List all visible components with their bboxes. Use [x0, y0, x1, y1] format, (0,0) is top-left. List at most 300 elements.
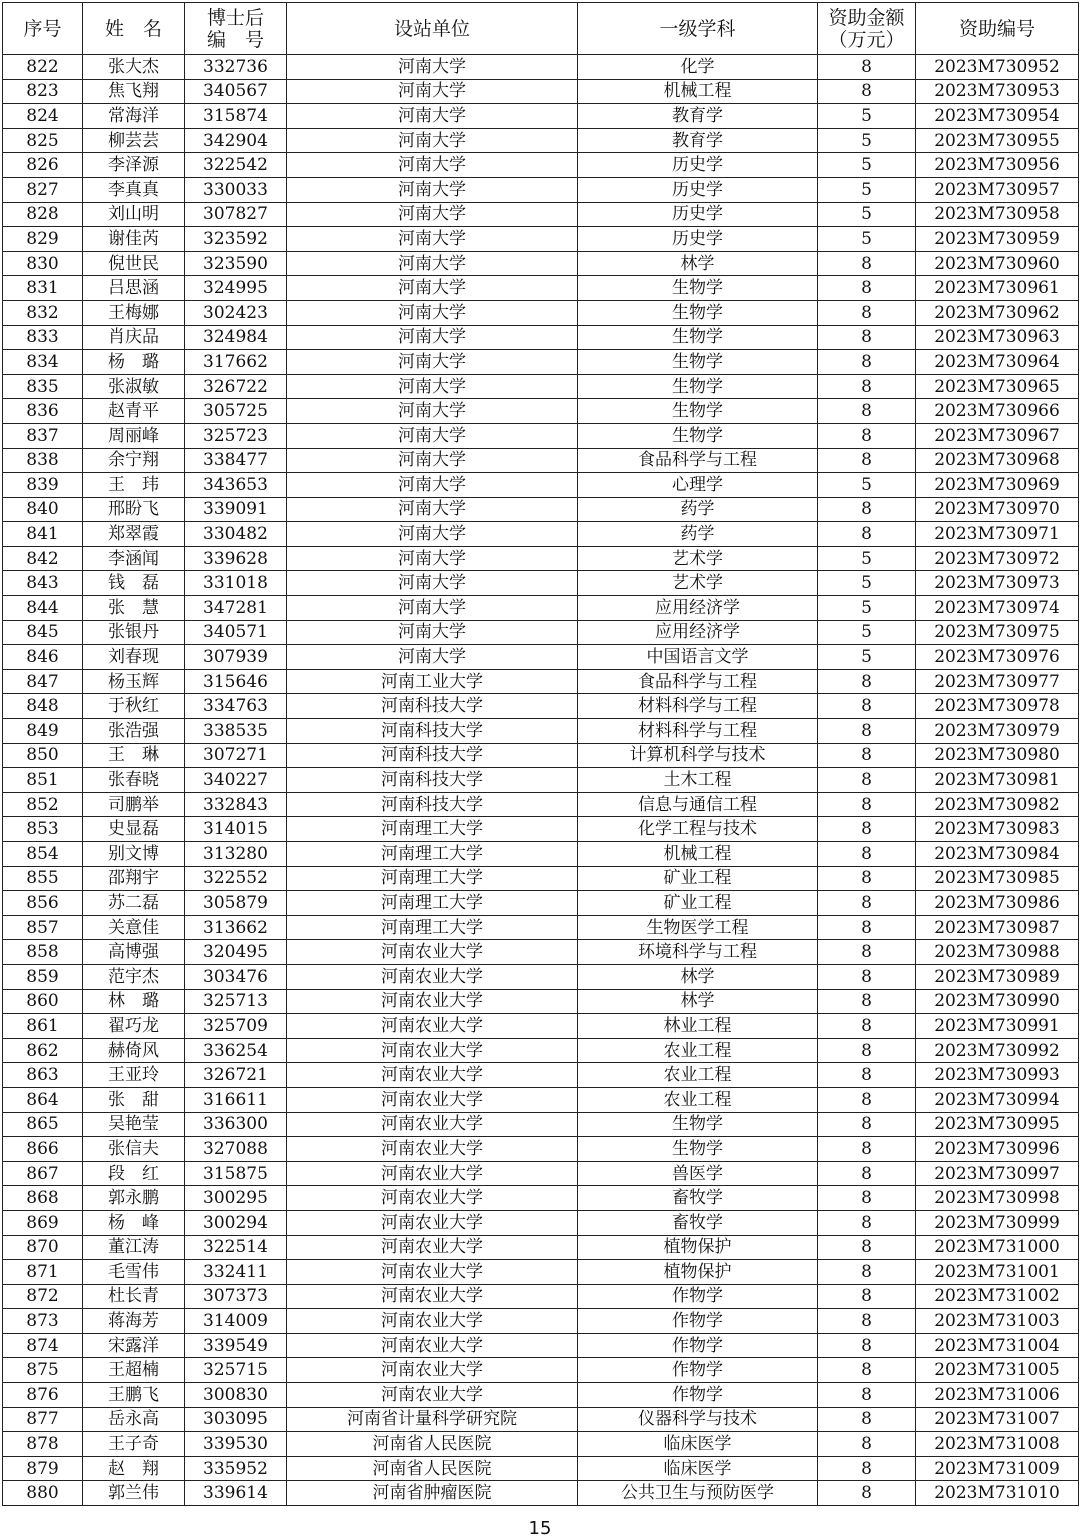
- amount-cell: 8: [818, 1456, 916, 1481]
- postdoc-id-cell: 305879: [185, 891, 287, 916]
- amount-cell: 8: [818, 669, 916, 694]
- postdoc-id-cell: 314015: [185, 817, 287, 842]
- table-row: [3, 768, 1079, 793]
- amount-cell: 5: [818, 202, 916, 227]
- seq-cell: 844: [3, 596, 83, 621]
- seq-cell: 830: [3, 251, 83, 276]
- amount-cell: 8: [818, 1186, 916, 1211]
- grant-number-cell: 2023M730955: [916, 128, 1079, 153]
- postdoc-id-cell: 307373: [185, 1284, 287, 1309]
- grant-number-cell: 2023M730960: [916, 251, 1079, 276]
- header-unit: 设站单位: [287, 3, 578, 55]
- subject-cell: 艺术学: [578, 571, 818, 596]
- subject-cell: 食品科学与工程: [578, 448, 818, 473]
- seq-cell: 847: [3, 669, 83, 694]
- amount-cell: 5: [818, 546, 916, 571]
- grant-number-cell: 2023M730992: [916, 1038, 1079, 1063]
- name-cell: 王亚玲: [83, 1063, 185, 1088]
- subject-cell: 历史学: [578, 153, 818, 178]
- postdoc-id-cell: 300294: [185, 1210, 287, 1235]
- grant-number-cell: 2023M730983: [916, 817, 1079, 842]
- grant-number-cell: 2023M730965: [916, 374, 1079, 399]
- postdoc-id-cell: 313280: [185, 842, 287, 867]
- seq-cell: 840: [3, 497, 83, 522]
- grant-number-cell: 2023M731003: [916, 1309, 1079, 1334]
- postdoc-id-cell: 339549: [185, 1333, 287, 1358]
- seq-cell: 842: [3, 546, 83, 571]
- seq-cell: 877: [3, 1407, 83, 1432]
- seq-cell: 878: [3, 1432, 83, 1457]
- seq-cell: 826: [3, 153, 83, 178]
- grant-number-cell: 2023M730967: [916, 423, 1079, 448]
- grant-number-cell: 2023M730990: [916, 989, 1079, 1014]
- amount-cell: 8: [818, 792, 916, 817]
- name-cell: 毛雪伟: [83, 1260, 185, 1285]
- table-row: [3, 620, 1079, 645]
- table-row: [3, 1358, 1079, 1383]
- grant-number-cell: 2023M730954: [916, 104, 1079, 129]
- postdoc-id-cell: 314009: [185, 1309, 287, 1334]
- unit-cell: 河南农业大学: [287, 1161, 578, 1186]
- subject-cell: 土木工程: [578, 768, 818, 793]
- grant-number-cell: 2023M730952: [916, 55, 1079, 80]
- subject-cell: 林学: [578, 251, 818, 276]
- unit-cell: 河南大学: [287, 546, 578, 571]
- table-row: [3, 792, 1079, 817]
- subject-cell: 畜牧学: [578, 1210, 818, 1235]
- name-cell: 柳芸芸: [83, 128, 185, 153]
- amount-cell: 8: [818, 1358, 916, 1383]
- seq-cell: 866: [3, 1137, 83, 1162]
- unit-cell: 河南农业大学: [287, 964, 578, 989]
- unit-cell: 河南大学: [287, 104, 578, 129]
- unit-cell: 河南大学: [287, 399, 578, 424]
- postdoc-id-cell: 313662: [185, 915, 287, 940]
- subject-cell: 林学: [578, 964, 818, 989]
- seq-cell: 837: [3, 423, 83, 448]
- name-cell: 焦飞翔: [83, 79, 185, 104]
- header-seq: 序号: [3, 3, 83, 55]
- postdoc-id-cell: 336300: [185, 1112, 287, 1137]
- table-row: [3, 842, 1079, 867]
- unit-cell: 河南工业大学: [287, 669, 578, 694]
- amount-cell: 8: [818, 374, 916, 399]
- postdoc-id-cell: 331018: [185, 571, 287, 596]
- postdoc-id-cell: 347281: [185, 596, 287, 621]
- postdoc-id-cell: 334763: [185, 694, 287, 719]
- postdoc-id-cell: 332843: [185, 792, 287, 817]
- unit-cell: 河南大学: [287, 473, 578, 498]
- seq-cell: 865: [3, 1112, 83, 1137]
- postdoc-id-cell: 338477: [185, 448, 287, 473]
- seq-cell: 851: [3, 768, 83, 793]
- name-cell: 李泽源: [83, 153, 185, 178]
- postdoc-id-cell: 338535: [185, 719, 287, 744]
- name-cell: 王 玮: [83, 473, 185, 498]
- table-row: [3, 1284, 1079, 1309]
- name-cell: 杨 峰: [83, 1210, 185, 1235]
- grant-number-cell: 2023M731005: [916, 1358, 1079, 1383]
- grant-number-cell: 2023M730963: [916, 325, 1079, 350]
- grant-number-cell: 2023M731010: [916, 1481, 1079, 1506]
- grant-number-cell: 2023M730973: [916, 571, 1079, 596]
- grant-number-cell: 2023M730995: [916, 1112, 1079, 1137]
- postdoc-id-cell: 307939: [185, 645, 287, 670]
- amount-cell: 8: [818, 79, 916, 104]
- table-row: [3, 399, 1079, 424]
- unit-cell: 河南农业大学: [287, 1087, 578, 1112]
- name-cell: 别文博: [83, 842, 185, 867]
- amount-cell: 8: [818, 325, 916, 350]
- name-cell: 段 红: [83, 1161, 185, 1186]
- unit-cell: 河南大学: [287, 251, 578, 276]
- table-row: [3, 915, 1079, 940]
- unit-cell: 河南理工大学: [287, 891, 578, 916]
- unit-cell: 河南农业大学: [287, 1260, 578, 1285]
- header-amount-line2: （万元）: [828, 28, 905, 51]
- table-row: [3, 374, 1079, 399]
- seq-cell: 855: [3, 866, 83, 891]
- postdoc-id-cell: 305725: [185, 399, 287, 424]
- unit-cell: 河南农业大学: [287, 940, 578, 965]
- subject-cell: 植物保护: [578, 1235, 818, 1260]
- table-row: [3, 79, 1079, 104]
- subject-cell: 心理学: [578, 473, 818, 498]
- postdoc-id-cell: 322514: [185, 1235, 287, 1260]
- header-postdoc-id: [185, 3, 287, 55]
- subject-cell: 生物学: [578, 300, 818, 325]
- unit-cell: 河南农业大学: [287, 1014, 578, 1039]
- subject-cell: 兽医学: [578, 1161, 818, 1186]
- grant-number-cell: 2023M730972: [916, 546, 1079, 571]
- table-row: [3, 1186, 1079, 1211]
- amount-cell: 8: [818, 694, 916, 719]
- unit-cell: 河南大学: [287, 177, 578, 202]
- name-cell: 肖庆品: [83, 325, 185, 350]
- unit-cell: 河南农业大学: [287, 1063, 578, 1088]
- subject-cell: 作物学: [578, 1383, 818, 1408]
- unit-cell: 河南大学: [287, 596, 578, 621]
- grant-number-cell: 2023M730997: [916, 1161, 1079, 1186]
- postdoc-id-cell: 307271: [185, 743, 287, 768]
- table-header: [3, 3, 1079, 55]
- subject-cell: 矿业工程: [578, 891, 818, 916]
- seq-cell: 864: [3, 1087, 83, 1112]
- amount-cell: 8: [818, 940, 916, 965]
- postdoc-id-cell: 324995: [185, 276, 287, 301]
- table-row: [3, 1063, 1079, 1088]
- name-cell: 杨 璐: [83, 350, 185, 375]
- unit-cell: 河南农业大学: [287, 1333, 578, 1358]
- amount-cell: 5: [818, 645, 916, 670]
- name-cell: 司鹏举: [83, 792, 185, 817]
- unit-cell: 河南农业大学: [287, 1210, 578, 1235]
- amount-cell: 8: [818, 1161, 916, 1186]
- name-cell: 刘春现: [83, 645, 185, 670]
- seq-cell: 832: [3, 300, 83, 325]
- name-cell: 王 琳: [83, 743, 185, 768]
- grant-number-cell: 2023M730969: [916, 473, 1079, 498]
- grant-number-cell: 2023M730998: [916, 1186, 1079, 1211]
- amount-cell: 8: [818, 497, 916, 522]
- table-row: [3, 522, 1079, 547]
- subject-cell: 历史学: [578, 177, 818, 202]
- postdoc-id-cell: 323590: [185, 251, 287, 276]
- table-row: [3, 645, 1079, 670]
- amount-cell: 8: [818, 276, 916, 301]
- subject-cell: 作物学: [578, 1333, 818, 1358]
- document-page: [2, 2, 1078, 1506]
- postdoc-id-cell: 317662: [185, 350, 287, 375]
- grant-number-cell: 2023M730970: [916, 497, 1079, 522]
- table-row: [3, 1038, 1079, 1063]
- unit-cell: 河南理工大学: [287, 866, 578, 891]
- table-row: [3, 743, 1079, 768]
- unit-cell: 河南科技大学: [287, 743, 578, 768]
- postdoc-id-cell: 322552: [185, 866, 287, 891]
- amount-cell: 8: [818, 817, 916, 842]
- subject-cell: 生物医学工程: [578, 915, 818, 940]
- postdoc-id-cell: 340567: [185, 79, 287, 104]
- subject-cell: 公共卫生与预防医学: [578, 1481, 818, 1506]
- unit-cell: 河南农业大学: [287, 1383, 578, 1408]
- grant-number-cell: 2023M730978: [916, 694, 1079, 719]
- subject-cell: 农业工程: [578, 1087, 818, 1112]
- postdoc-id-cell: 322542: [185, 153, 287, 178]
- table-row: [3, 177, 1079, 202]
- subject-cell: 应用经济学: [578, 620, 818, 645]
- grant-number-cell: 2023M730971: [916, 522, 1079, 547]
- subject-cell: 药学: [578, 522, 818, 547]
- postdoc-id-cell: 300295: [185, 1186, 287, 1211]
- name-cell: 张浩强: [83, 719, 185, 744]
- subject-cell: 生物学: [578, 1112, 818, 1137]
- name-cell: 张 慧: [83, 596, 185, 621]
- unit-cell: 河南省人民医院: [287, 1456, 578, 1481]
- table-row: [3, 866, 1079, 891]
- name-cell: 郭永鹏: [83, 1186, 185, 1211]
- subject-cell: 历史学: [578, 202, 818, 227]
- name-cell: 赫倚风: [83, 1038, 185, 1063]
- name-cell: 关意佳: [83, 915, 185, 940]
- postdoc-id-cell: 303476: [185, 964, 287, 989]
- subject-cell: 生物学: [578, 325, 818, 350]
- unit-cell: 河南大学: [287, 423, 578, 448]
- seq-cell: 846: [3, 645, 83, 670]
- postdoc-id-cell: 325715: [185, 1358, 287, 1383]
- funding-table: [2, 2, 1079, 1506]
- name-cell: 钱 磊: [83, 571, 185, 596]
- unit-cell: 河南大学: [287, 227, 578, 252]
- name-cell: 邢盼飞: [83, 497, 185, 522]
- amount-cell: 8: [818, 1112, 916, 1137]
- amount-cell: 8: [818, 1260, 916, 1285]
- unit-cell: 河南农业大学: [287, 1309, 578, 1334]
- seq-cell: 867: [3, 1161, 83, 1186]
- subject-cell: 畜牧学: [578, 1186, 818, 1211]
- table-row: [3, 669, 1079, 694]
- subject-cell: 农业工程: [578, 1063, 818, 1088]
- amount-cell: 8: [818, 251, 916, 276]
- subject-cell: 作物学: [578, 1309, 818, 1334]
- seq-cell: 858: [3, 940, 83, 965]
- seq-cell: 843: [3, 571, 83, 596]
- amount-cell: 5: [818, 128, 916, 153]
- seq-cell: 845: [3, 620, 83, 645]
- name-cell: 余宁翔: [83, 448, 185, 473]
- table-row: [3, 1235, 1079, 1260]
- table-row: [3, 251, 1079, 276]
- subject-cell: 作物学: [578, 1284, 818, 1309]
- seq-cell: 831: [3, 276, 83, 301]
- name-cell: 张大杰: [83, 55, 185, 80]
- unit-cell: 河南省肿瘤医院: [287, 1481, 578, 1506]
- unit-cell: 河南农业大学: [287, 1235, 578, 1260]
- grant-number-cell: 2023M730987: [916, 915, 1079, 940]
- subject-cell: 生物学: [578, 1137, 818, 1162]
- name-cell: 杜长青: [83, 1284, 185, 1309]
- subject-cell: 机械工程: [578, 842, 818, 867]
- table-row: [3, 989, 1079, 1014]
- seq-cell: 849: [3, 719, 83, 744]
- amount-cell: 8: [818, 1333, 916, 1358]
- amount-cell: 5: [818, 596, 916, 621]
- table-row: [3, 1383, 1079, 1408]
- grant-number-cell: 2023M730974: [916, 596, 1079, 621]
- unit-cell: 河南大学: [287, 497, 578, 522]
- grant-number-cell: 2023M730958: [916, 202, 1079, 227]
- name-cell: 董江涛: [83, 1235, 185, 1260]
- name-cell: 吕思涵: [83, 276, 185, 301]
- name-cell: 范宇杰: [83, 964, 185, 989]
- postdoc-id-cell: 335952: [185, 1456, 287, 1481]
- header-name: 姓 名: [83, 3, 185, 55]
- postdoc-id-cell: 343653: [185, 473, 287, 498]
- table-row: [3, 891, 1079, 916]
- unit-cell: 河南大学: [287, 128, 578, 153]
- unit-cell: 河南省计量科学研究院: [287, 1407, 578, 1432]
- grant-number-cell: 2023M730964: [916, 350, 1079, 375]
- amount-cell: 5: [818, 104, 916, 129]
- postdoc-id-cell: 315874: [185, 104, 287, 129]
- name-cell: 周丽峰: [83, 423, 185, 448]
- unit-cell: 河南大学: [287, 79, 578, 104]
- subject-cell: 材料科学与工程: [578, 719, 818, 744]
- seq-cell: 876: [3, 1383, 83, 1408]
- amount-cell: 8: [818, 448, 916, 473]
- table-row: [3, 1432, 1079, 1457]
- seq-cell: 829: [3, 227, 83, 252]
- postdoc-id-cell: 330033: [185, 177, 287, 202]
- seq-cell: 850: [3, 743, 83, 768]
- subject-cell: 作物学: [578, 1358, 818, 1383]
- amount-cell: 8: [818, 768, 916, 793]
- postdoc-id-cell: 332736: [185, 55, 287, 80]
- seq-cell: 861: [3, 1014, 83, 1039]
- amount-cell: 8: [818, 55, 916, 80]
- grant-number-cell: 2023M730994: [916, 1087, 1079, 1112]
- seq-cell: 823: [3, 79, 83, 104]
- unit-cell: 河南理工大学: [287, 817, 578, 842]
- unit-cell: 河南大学: [287, 645, 578, 670]
- seq-cell: 868: [3, 1186, 83, 1211]
- subject-cell: 机械工程: [578, 79, 818, 104]
- amount-cell: 8: [818, 1087, 916, 1112]
- seq-cell: 879: [3, 1456, 83, 1481]
- amount-cell: 8: [818, 522, 916, 547]
- unit-cell: 河南理工大学: [287, 842, 578, 867]
- table-row: [3, 1137, 1079, 1162]
- postdoc-id-cell: 339091: [185, 497, 287, 522]
- subject-cell: 计算机科学与技术: [578, 743, 818, 768]
- name-cell: 翟巧龙: [83, 1014, 185, 1039]
- amount-cell: 8: [818, 866, 916, 891]
- name-cell: 赵 翔: [83, 1456, 185, 1481]
- seq-cell: 870: [3, 1235, 83, 1260]
- postdoc-id-cell: 340571: [185, 620, 287, 645]
- subject-cell: 临床医学: [578, 1432, 818, 1457]
- amount-cell: 8: [818, 1210, 916, 1235]
- amount-cell: 8: [818, 300, 916, 325]
- seq-cell: 856: [3, 891, 83, 916]
- seq-cell: 859: [3, 964, 83, 989]
- subject-cell: 药学: [578, 497, 818, 522]
- table-row: [3, 128, 1079, 153]
- postdoc-id-cell: 339628: [185, 546, 287, 571]
- unit-cell: 河南大学: [287, 202, 578, 227]
- amount-cell: 8: [818, 1407, 916, 1432]
- seq-cell: 854: [3, 842, 83, 867]
- table-row: [3, 1333, 1079, 1358]
- name-cell: 刘山明: [83, 202, 185, 227]
- subject-cell: 植物保护: [578, 1260, 818, 1285]
- subject-cell: 环境科学与工程: [578, 940, 818, 965]
- grant-number-cell: 2023M730999: [916, 1210, 1079, 1235]
- name-cell: 张 甜: [83, 1087, 185, 1112]
- amount-cell: 8: [818, 891, 916, 916]
- unit-cell: 河南大学: [287, 153, 578, 178]
- postdoc-id-cell: 330482: [185, 522, 287, 547]
- grant-number-cell: 2023M730975: [916, 620, 1079, 645]
- unit-cell: 河南农业大学: [287, 1358, 578, 1383]
- table-row: [3, 448, 1079, 473]
- grant-number-cell: 2023M730988: [916, 940, 1079, 965]
- name-cell: 岳永高: [83, 1407, 185, 1432]
- unit-cell: 河南大学: [287, 300, 578, 325]
- amount-cell: 8: [818, 423, 916, 448]
- name-cell: 于秋红: [83, 694, 185, 719]
- seq-cell: 863: [3, 1063, 83, 1088]
- seq-cell: 873: [3, 1309, 83, 1334]
- name-cell: 林 璐: [83, 989, 185, 1014]
- table-row: [3, 964, 1079, 989]
- seq-cell: 824: [3, 104, 83, 129]
- postdoc-id-cell: 326721: [185, 1063, 287, 1088]
- postdoc-id-cell: 300830: [185, 1383, 287, 1408]
- name-cell: 常海洋: [83, 104, 185, 129]
- amount-cell: 5: [818, 571, 916, 596]
- grant-number-cell: 2023M730953: [916, 79, 1079, 104]
- name-cell: 李涵闻: [83, 546, 185, 571]
- name-cell: 蒋海芳: [83, 1309, 185, 1334]
- amount-cell: 8: [818, 719, 916, 744]
- seq-cell: 833: [3, 325, 83, 350]
- table-row: [3, 423, 1079, 448]
- grant-number-cell: 2023M730959: [916, 227, 1079, 252]
- postdoc-id-cell: 325709: [185, 1014, 287, 1039]
- seq-cell: 871: [3, 1260, 83, 1285]
- header-postdoc-id-line2: 编 号: [206, 28, 264, 51]
